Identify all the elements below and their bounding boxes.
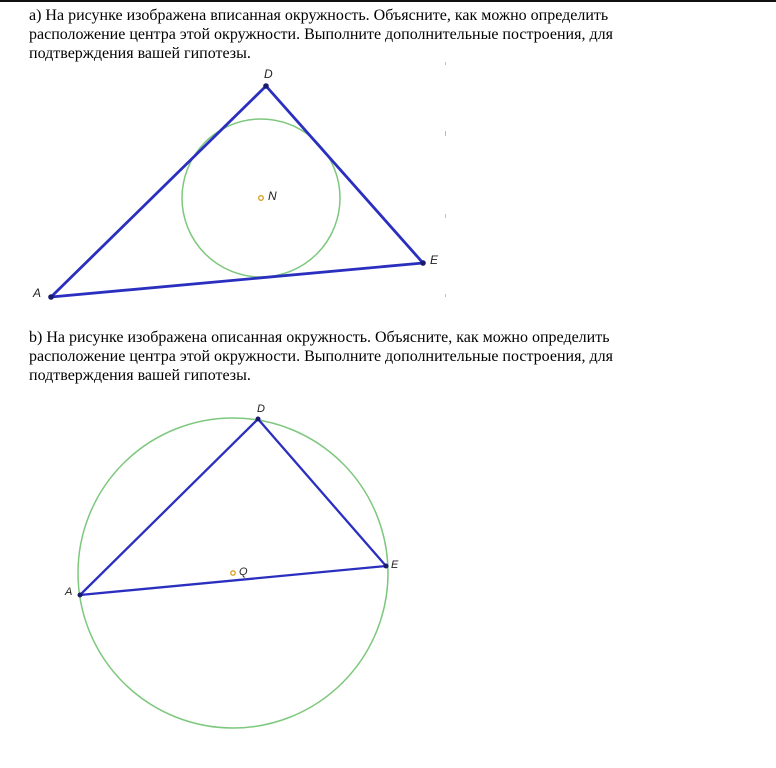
task-b-line: b) На рисунке изображена описанная окружность. Объясните, как можно определить [29, 329, 610, 346]
label-q: Q [239, 566, 248, 578]
vertex-a-point [78, 593, 83, 598]
vertex-a-point [48, 294, 54, 300]
task-b-line: подтверждения вашей гипотезы. [29, 367, 251, 384]
label-d: D [257, 403, 265, 415]
label-d: D [264, 67, 273, 81]
label-a: A [65, 586, 73, 598]
label-a: A [33, 286, 42, 300]
task-a-line: а) На рисунке изображена вписанная окружность. Объясните, как можно определить [29, 7, 609, 24]
vertex-e-point [420, 260, 426, 266]
vertex-d-point [263, 83, 269, 89]
circumcircle [78, 418, 388, 728]
label-n: N [268, 189, 277, 203]
center-q-point [231, 571, 235, 575]
stray-marks [445, 62, 446, 297]
task-a-line: расположение центра этой окружности. Выполните дополнительные построения, для [29, 26, 613, 43]
triangle-a [51, 86, 423, 297]
figure-b-circumscribed-circle [64, 403, 399, 728]
label-e: E [391, 559, 399, 571]
center-n-point [259, 196, 264, 201]
task-a-line: подтверждения вашей гипотезы. [29, 45, 251, 62]
triangle-b [80, 419, 386, 595]
vertex-d-point [256, 417, 261, 422]
label-e: E [430, 253, 439, 267]
task-b-line: расположение центра этой окружности. Выполните дополнительные построения, для [29, 348, 613, 365]
vertex-e-point [384, 564, 389, 569]
figure-a-inscribed-circle [32, 67, 439, 300]
